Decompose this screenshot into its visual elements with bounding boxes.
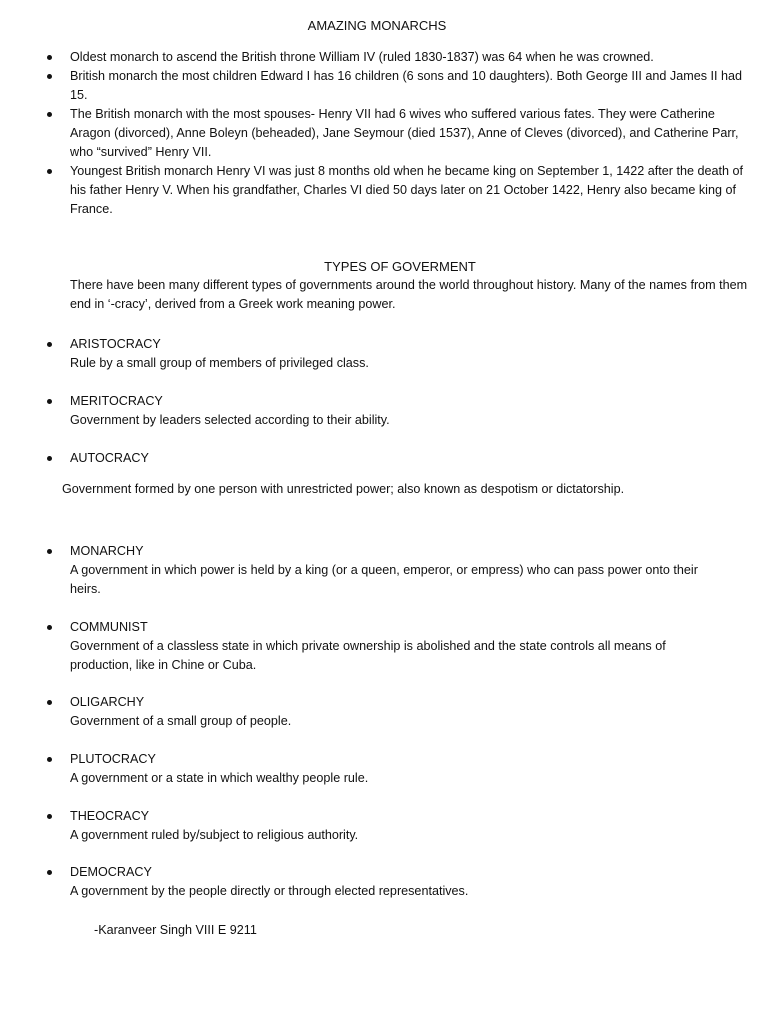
type-description: A government by the people directly or through elected representatives. <box>70 884 469 898</box>
type-name: COMMUNIST <box>70 620 148 634</box>
bullet-icon <box>47 456 52 461</box>
government-type-item <box>0 807 768 845</box>
bullet-icon <box>47 814 52 819</box>
type-description: A government in which power is held by a king (or a queen, emperor, or empress) who can pass power onto their heirs. <box>70 563 698 596</box>
government-type-item <box>0 392 768 430</box>
fact-text: Youngest British monarch Henry VI was just 8 months old when he became king on September 1, 1422 after the death of his father Henry V. When his grandfather, Charles VI died 50 days later on 21 October 1422, Henry also became king of France. <box>70 164 743 216</box>
author-signature: -Karanveer Singh VIII E 9211 <box>94 923 257 937</box>
type-description: A government ruled by/subject to religious authority. <box>70 828 359 842</box>
list-item <box>0 105 768 162</box>
type-description: Government of a small group of people. <box>70 714 292 728</box>
bullet-icon <box>47 74 52 79</box>
monarchs-title: AMAZING MONARCHS <box>307 18 447 33</box>
government-intro: There have been many different types of governments around the world throughout history. Many of the names from them end in ‘-cracy’, derived from a Greek work meaning power. <box>70 278 748 311</box>
government-type-item <box>0 750 768 788</box>
fact-text: Oldest monarch to ascend the British throne William IV (ruled 1830-1837) was 64 when he was crowned. <box>70 50 654 64</box>
type-name: DEMOCRACY <box>70 865 152 879</box>
government-type-item <box>0 542 768 599</box>
government-type-item <box>0 618 768 675</box>
fact-text: British monarch the most children Edward I has 16 children (6 sons and 10 daughters). Both George III and James II had 15. <box>70 69 743 102</box>
type-name: ARISTOCRACY <box>70 337 161 351</box>
type-name: THEOCRACY <box>70 809 150 823</box>
fact-text: The British monarch with the most spouses- Henry VII had 6 wives who suffered various fates. They were Catherine Aragon (divorced), Anne Boleyn (beheaded), Jane Seymour (died 1537), Anne of Cleves (divorced), and Catherine Parr, who “survived” Henry VII. <box>70 107 739 159</box>
type-description: Government formed by one person with unrestricted power; also known as despotism or dictatorship. <box>62 482 625 496</box>
bullet-icon <box>47 169 52 174</box>
type-name: PLUTOCRACY <box>70 752 156 766</box>
government-title: TYPES OF GOVERMENT <box>324 259 476 274</box>
bullet-icon <box>47 55 52 60</box>
type-description: Government of a classless state in which private ownership is abolished and the state controls all means of production, like in Chine or Cuba. <box>70 639 666 672</box>
type-description: A government or a state in which wealthy people rule. <box>70 771 369 785</box>
bullet-icon <box>47 549 52 554</box>
government-type-item <box>0 335 768 373</box>
bullet-icon <box>47 757 52 762</box>
monarch-facts-list <box>0 48 768 219</box>
bullet-icon <box>47 399 52 404</box>
bullet-icon <box>47 112 52 117</box>
government-type-item <box>0 693 768 731</box>
type-description: Rule by a small group of members of privileged class. <box>70 356 369 370</box>
bullet-icon <box>47 625 52 630</box>
list-item <box>0 67 768 105</box>
list-item <box>0 48 768 67</box>
government-type-item <box>0 863 768 901</box>
type-name: OLIGARCHY <box>70 695 145 709</box>
bullet-icon <box>47 700 52 705</box>
bullet-icon <box>47 342 52 347</box>
list-item <box>0 162 768 219</box>
type-description: Government by leaders selected according to their ability. <box>70 413 390 427</box>
type-name: MONARCHY <box>70 544 144 558</box>
type-name: MERITOCRACY <box>70 394 163 408</box>
government-type-item <box>0 449 768 499</box>
type-name: AUTOCRACY <box>70 451 149 465</box>
bullet-icon <box>47 870 52 875</box>
